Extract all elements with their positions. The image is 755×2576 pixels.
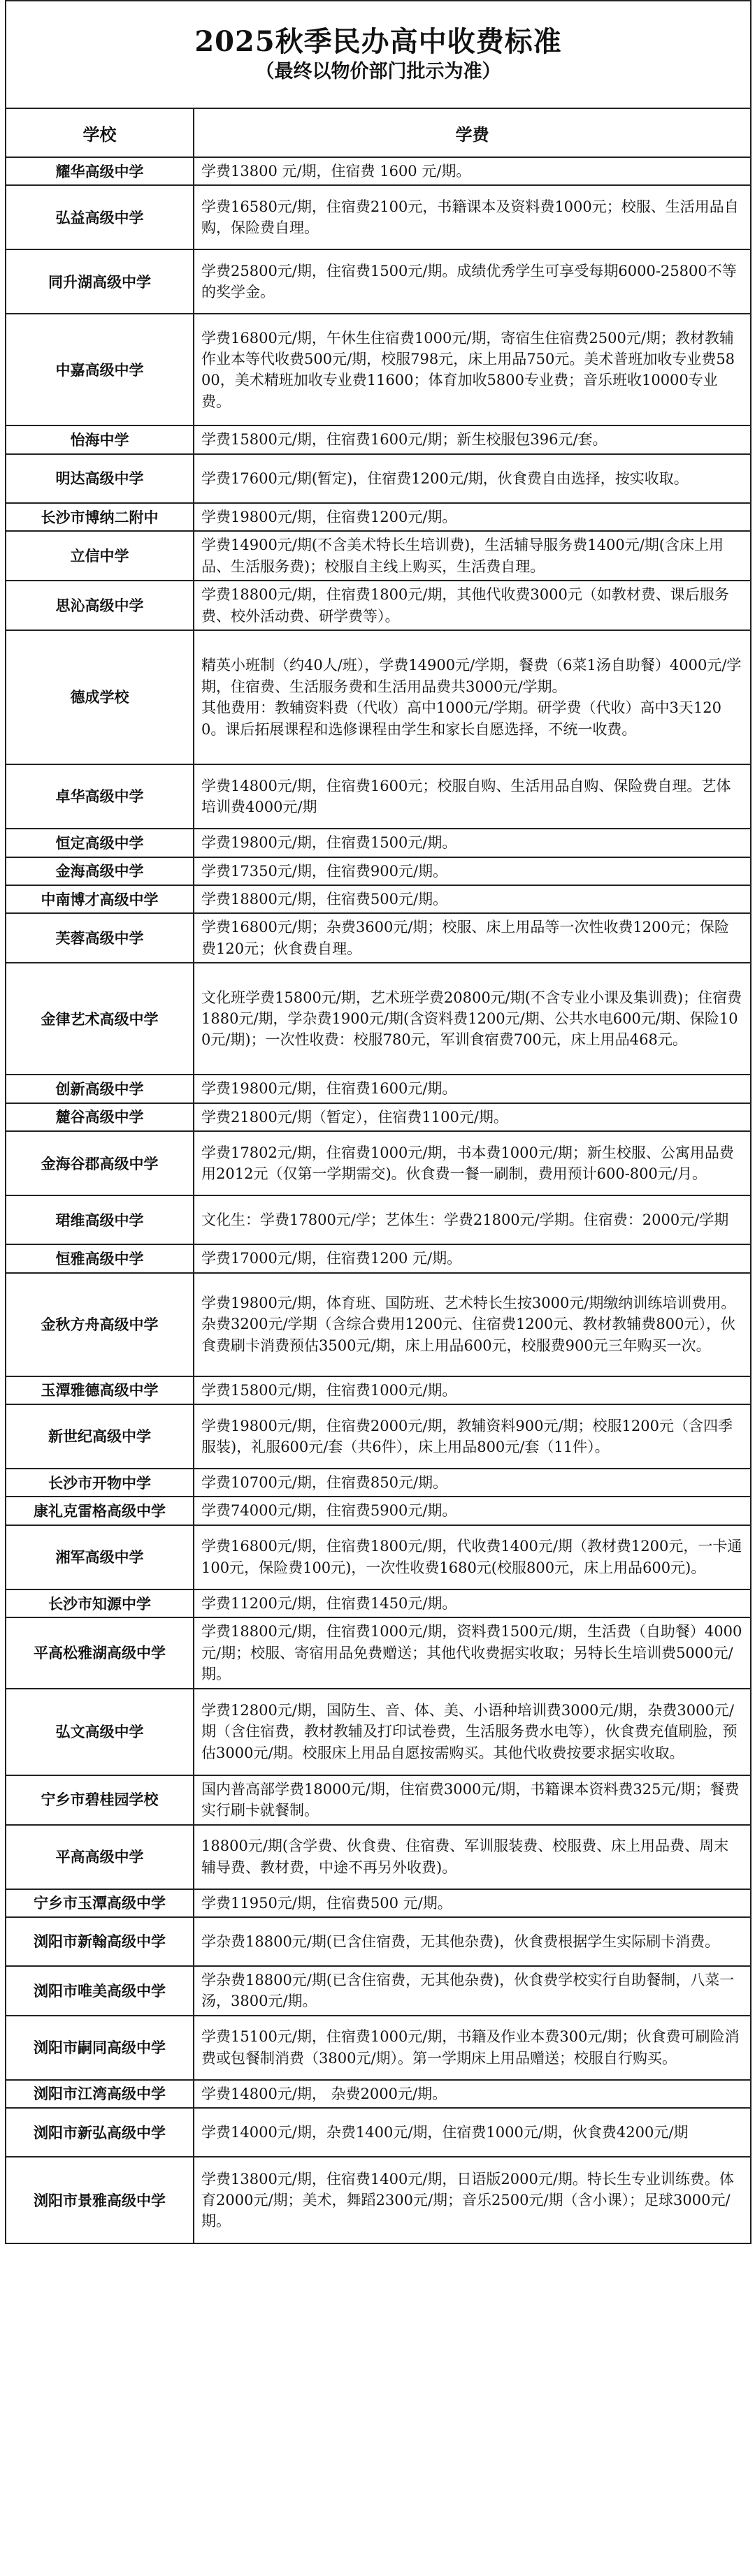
table-row	[6, 185, 751, 249]
table-row	[6, 913, 751, 963]
fee-detail-cell: 文化班学费15800元/期，艺术班学费20800元/期(不含专业小课及集训费)；住宿费1880元/期，学杂费1900元/期(含资料费1200元/期、公共水电600元/期、保险100元/期)；一次性收费：校服780元，军训食宿费700元，床上用品468元。	[194, 963, 751, 1075]
school-name-cell: 长沙市知源中学	[6, 1589, 194, 1617]
fee-detail-cell: 学费16800元/期，午休生住宿费1000元/期，寄宿生住宿费2500元/期；教材教辅作业本等代收费500元/期，校服798元，床上用品750元。美术普班加收专业费5800，美术精班加收专业费11600；体育加收5800专业费；音乐班收10000专业费。	[194, 314, 751, 425]
fee-detail-cell: 学费19800元/期，住宿费1600元/期。	[194, 1075, 751, 1103]
school-name-cell: 怡海中学	[6, 425, 194, 453]
school-name-cell: 恒定高级中学	[6, 829, 194, 857]
table-row	[6, 1244, 751, 1272]
fee-detail-cell: 学费74000元/期，住宿费5900元/期。	[194, 1497, 751, 1525]
school-name-cell: 金海谷郡高级中学	[6, 1131, 194, 1195]
fee-detail-cell: 学费16800元/期，住宿费1800元/期，代收费1400元/期（教材费1200元，一卡通100元，保险费100元)，一次性收费1680元(校服800元，床上用品600元)。	[194, 1525, 751, 1589]
table-row	[6, 1689, 751, 1775]
table-row	[6, 1376, 751, 1404]
table-row	[6, 425, 751, 453]
school-name-cell: 浏阳市唯美高级中学	[6, 1966, 194, 2016]
page-subtitle: （最终以物价部门批示为准）	[255, 61, 501, 83]
table-row	[6, 157, 751, 185]
school-name-cell: 芙蓉高级中学	[6, 913, 194, 963]
table-row	[6, 1966, 751, 2016]
fee-detail-cell: 学费17350元/期，住宿费900元/期。	[194, 857, 751, 885]
school-name-cell: 宁乡市碧桂园学校	[6, 1775, 194, 1825]
fee-detail-cell: 学杂费18800元/期(已含住宿费，无其他杂费)，伙食费根据学生实际刷卡消费。	[194, 1917, 751, 1966]
table-row	[6, 1195, 751, 1244]
table-row	[6, 1131, 751, 1195]
fee-detail-cell: 文化生：学费17800元/学；艺体生：学费21800元/学期。住宿费：2000元/学期	[194, 1195, 751, 1244]
fee-detail-cell: 学费13800元/期，住宿费1400元/期，日语版2000元/期。特长生专业训练费。体育2000元/期；美术，舞蹈2300元/期；音乐2500元/期（含小课）；足球3000元/期。	[194, 2157, 751, 2243]
school-name-cell: 浏阳市景雅高级中学	[6, 2157, 194, 2243]
school-name-cell: 恒雅高级中学	[6, 1244, 194, 1272]
school-name-cell: 玉潭雅德高级中学	[6, 1376, 194, 1404]
table-row	[6, 1825, 751, 1889]
school-name-cell: 宁乡市玉潭高级中学	[6, 1889, 194, 1917]
table-row	[6, 2016, 751, 2080]
school-name-cell: 德成学校	[6, 630, 194, 764]
table-row	[6, 764, 751, 829]
table-row	[6, 531, 751, 581]
fee-detail-cell: 学杂费18800元/期(已含住宿费，无其他杂费)，伙食费学校实行自助餐制，八菜一汤，3800元/期。	[194, 1966, 751, 2016]
fee-detail-cell: 学费15800元/期，住宿费1600元/期；新生校服包396元/套。	[194, 425, 751, 453]
school-name-cell: 珺维高级中学	[6, 1195, 194, 1244]
school-name-cell: 耀华高级中学	[6, 157, 194, 185]
table-row	[6, 1775, 751, 1825]
table-row	[6, 885, 751, 913]
fee-detail-cell: 学费14800元/期， 杂费2000元/期。	[194, 2080, 751, 2108]
school-name-cell: 卓华高级中学	[6, 764, 194, 829]
fee-detail-cell: 学费11200元/期，住宿费1450元/期。	[194, 1589, 751, 1617]
school-name-cell: 湘军高级中学	[6, 1525, 194, 1589]
fee-detail-cell: 学费16800元/期；杂费3600元/期；校服、床上用品等一次性收费1200元；保险费120元；伙食费自理。	[194, 913, 751, 963]
fee-detail-cell: 学费10700元/期，住宿费850元/期。	[194, 1469, 751, 1497]
table-row	[6, 1103, 751, 1131]
school-name-cell: 长沙市开物中学	[6, 1469, 194, 1497]
fee-detail-cell: 学费19800元/期，体育班、国防班、艺术特长生按3000元/期缴纳训练培训费用。杂费3200元/学期（含综合费用1200元、住宿费1200元、教材教辅费800元），伙食费刷卡消费预估3500元/期，床上用品600元，校服费900元三年购买一次。	[194, 1273, 751, 1376]
school-name-cell: 浏阳市新翰高级中学	[6, 1917, 194, 1966]
table-row	[6, 1469, 751, 1497]
table-row	[6, 503, 751, 531]
title-cell	[6, 1, 751, 108]
table-row	[6, 2108, 751, 2157]
table-row	[6, 829, 751, 857]
fee-detail-cell: 学费14800元/期，住宿费1600元；校服自购、生活用品自购、保险费自理。艺体培训费4000元/期	[194, 764, 751, 829]
table-row	[6, 1617, 751, 1688]
school-name-cell: 长沙市博纳二附中	[6, 503, 194, 531]
fee-detail-cell: 18800元/期(含学费、伙食费、住宿费、军训服装费、校服费、床上用品费、周末辅导费、教材费，中途不再另外收费)。	[194, 1825, 751, 1889]
school-name-cell: 麓谷高级中学	[6, 1103, 194, 1131]
fee-detail-cell: 学费11950元/期，住宿费500 元/期。	[194, 1889, 751, 1917]
table-row	[6, 963, 751, 1075]
fee-detail-cell: 学费18800元/期，住宿费1000元/期，资料费1500元/期，生活费（自助餐）4000元/期；校服、寄宿用品免费赠送；其他代收费据实收取；另特长生培训费5000元/期。	[194, 1617, 751, 1688]
school-name-cell: 弘文高级中学	[6, 1689, 194, 1775]
school-name-cell: 浏阳市嗣同高级中学	[6, 2016, 194, 2080]
fee-detail-cell: 学费17000元/期，住宿费1200 元/期。	[194, 1244, 751, 1272]
fee-detail-cell: 精英小班制（约40人/班），学费14900元/学期，餐费（6菜1汤自助餐）4000元/学期，住宿费、生活服务费和生活用品费共3000元/学期。 其他费用：教辅资料费（代收）高中1000元/学期。研学费（代收）高中3天1200。课后拓展课程和选修课程由学生和家长自愿选择，不统一收费。	[194, 630, 751, 764]
table-row	[6, 630, 751, 764]
fee-detail-cell: 学费16580元/期，住宿费2100元，书籍课本及资料费1000元；校服、生活用品自购，保险费自理。	[194, 185, 751, 249]
school-name-cell: 浏阳市江湾高级中学	[6, 2080, 194, 2108]
table-row	[6, 2157, 751, 2243]
school-name-cell: 创新高级中学	[6, 1075, 194, 1103]
table-row	[6, 1273, 751, 1376]
school-name-cell: 中嘉高级中学	[6, 314, 194, 425]
table-row	[6, 2080, 751, 2108]
fee-detail-cell: 学费14000元/期，杂费1400元/期，住宿费1000元/期，伙食费4200元/期	[194, 2108, 751, 2157]
fee-detail-cell: 学费12800元/期，国防生、音、体、美、小语种培训费3000元/期，杂费3000元/期（含住宿费，教材教辅及打印试卷费，生活服务费水电等），伙食费充值刷脸，预估3000元/期。校服床上用品自愿按需购买。其他代收费按要求据实收取。	[194, 1689, 751, 1775]
fee-detail-cell: 学费19800元/期，住宿费2000元/期，教辅资料900元/期；校服1200元（含四季服装)，礼服600元/套（共6件），床上用品800元/套（11件）。	[194, 1404, 751, 1469]
table-row	[6, 1889, 751, 1917]
fee-detail-cell: 学费15800元/期，住宿费1000元/期。	[194, 1376, 751, 1404]
school-name-cell: 中南博才高级中学	[6, 885, 194, 913]
school-name-cell: 金秋方舟高级中学	[6, 1273, 194, 1376]
page-title: 2025秋季民办高中收费标准	[194, 25, 562, 59]
fee-detail-cell: 学费25800元/期，住宿费1500元/期。成绩优秀学生可享受每期6000-25800不等的奖学金。	[194, 249, 751, 314]
fee-detail-cell: 学费21800元/期（暂定），住宿费1100元/期。	[194, 1103, 751, 1131]
school-name-cell: 康礼克雷格高级中学	[6, 1497, 194, 1525]
table-row	[6, 454, 751, 503]
fee-detail-cell: 学费15100元/期，住宿费1000元/期，书籍及作业本费300元/期；伙食费可刷险消费或包餐制消费（3800元/期）。第一学期床上用品赠送；校服自行购买。	[194, 2016, 751, 2080]
fee-detail-cell: 学费18800元/期，住宿费1800元/期，其他代收费3000元（如教材费、课后服务费、校外活动费、研学费等）。	[194, 581, 751, 630]
school-name-cell: 新世纪高级中学	[6, 1404, 194, 1469]
fee-detail-cell: 国内普高部学费18000元/期，住宿费3000元/期，书籍课本资料费325元/期；餐费实行刷卡就餐制。	[194, 1775, 751, 1825]
fee-detail-cell: 学费18800元/期，住宿费500元/期。	[194, 885, 751, 913]
fee-detail-cell: 学费17600元/期(暂定)，住宿费1200元/期，伙食费自由选择，按实收取。	[194, 454, 751, 503]
school-name-cell: 浏阳市新弘高级中学	[6, 2108, 194, 2157]
table-row	[6, 1404, 751, 1469]
school-name-cell: 平高松雅湖高级中学	[6, 1617, 194, 1688]
fee-detail-cell: 学费14900元/期(不含美术特长生培训费)，生活辅导服务费1400元/期(含床上用品、生活服务费)；校服自主线上购买，生活费自理。	[194, 531, 751, 581]
fee-detail-cell: 学费17802元/期，住宿费1000元/期，书本费1000元/期；新生校服、公寓用品费用2012元（仅第一学期需交)。伙食费一餐一刷制，费用预计600-800元/月。	[194, 1131, 751, 1195]
column-header-school: 学校	[6, 108, 194, 157]
school-name-cell: 思沁高级中学	[6, 581, 194, 630]
table-row	[6, 1917, 751, 1966]
table-row	[6, 1075, 751, 1103]
school-name-cell: 弘益高级中学	[6, 185, 194, 249]
table-row	[6, 1497, 751, 1525]
fee-detail-cell: 学费13800 元/期，住宿费 1600 元/期。	[194, 157, 751, 185]
school-name-cell: 明达高级中学	[6, 454, 194, 503]
school-name-cell: 金海高级中学	[6, 857, 194, 885]
school-name-cell: 同升湖高级中学	[6, 249, 194, 314]
fee-detail-cell: 学费19800元/期，住宿费1500元/期。	[194, 829, 751, 857]
school-name-cell: 立信中学	[6, 531, 194, 581]
table-row	[6, 314, 751, 425]
column-header-fee: 学费	[194, 108, 751, 157]
fee-detail-cell: 学费19800元/期，住宿费1200元/期。	[194, 503, 751, 531]
fee-table-body	[6, 157, 751, 2243]
table-row	[6, 1525, 751, 1589]
school-name-cell: 金律艺术高级中学	[6, 963, 194, 1075]
table-row	[6, 581, 751, 630]
school-name-cell: 平高高级中学	[6, 1825, 194, 1889]
table-row	[6, 1589, 751, 1617]
table-row	[6, 857, 751, 885]
fee-table	[5, 0, 752, 2244]
table-row	[6, 249, 751, 314]
